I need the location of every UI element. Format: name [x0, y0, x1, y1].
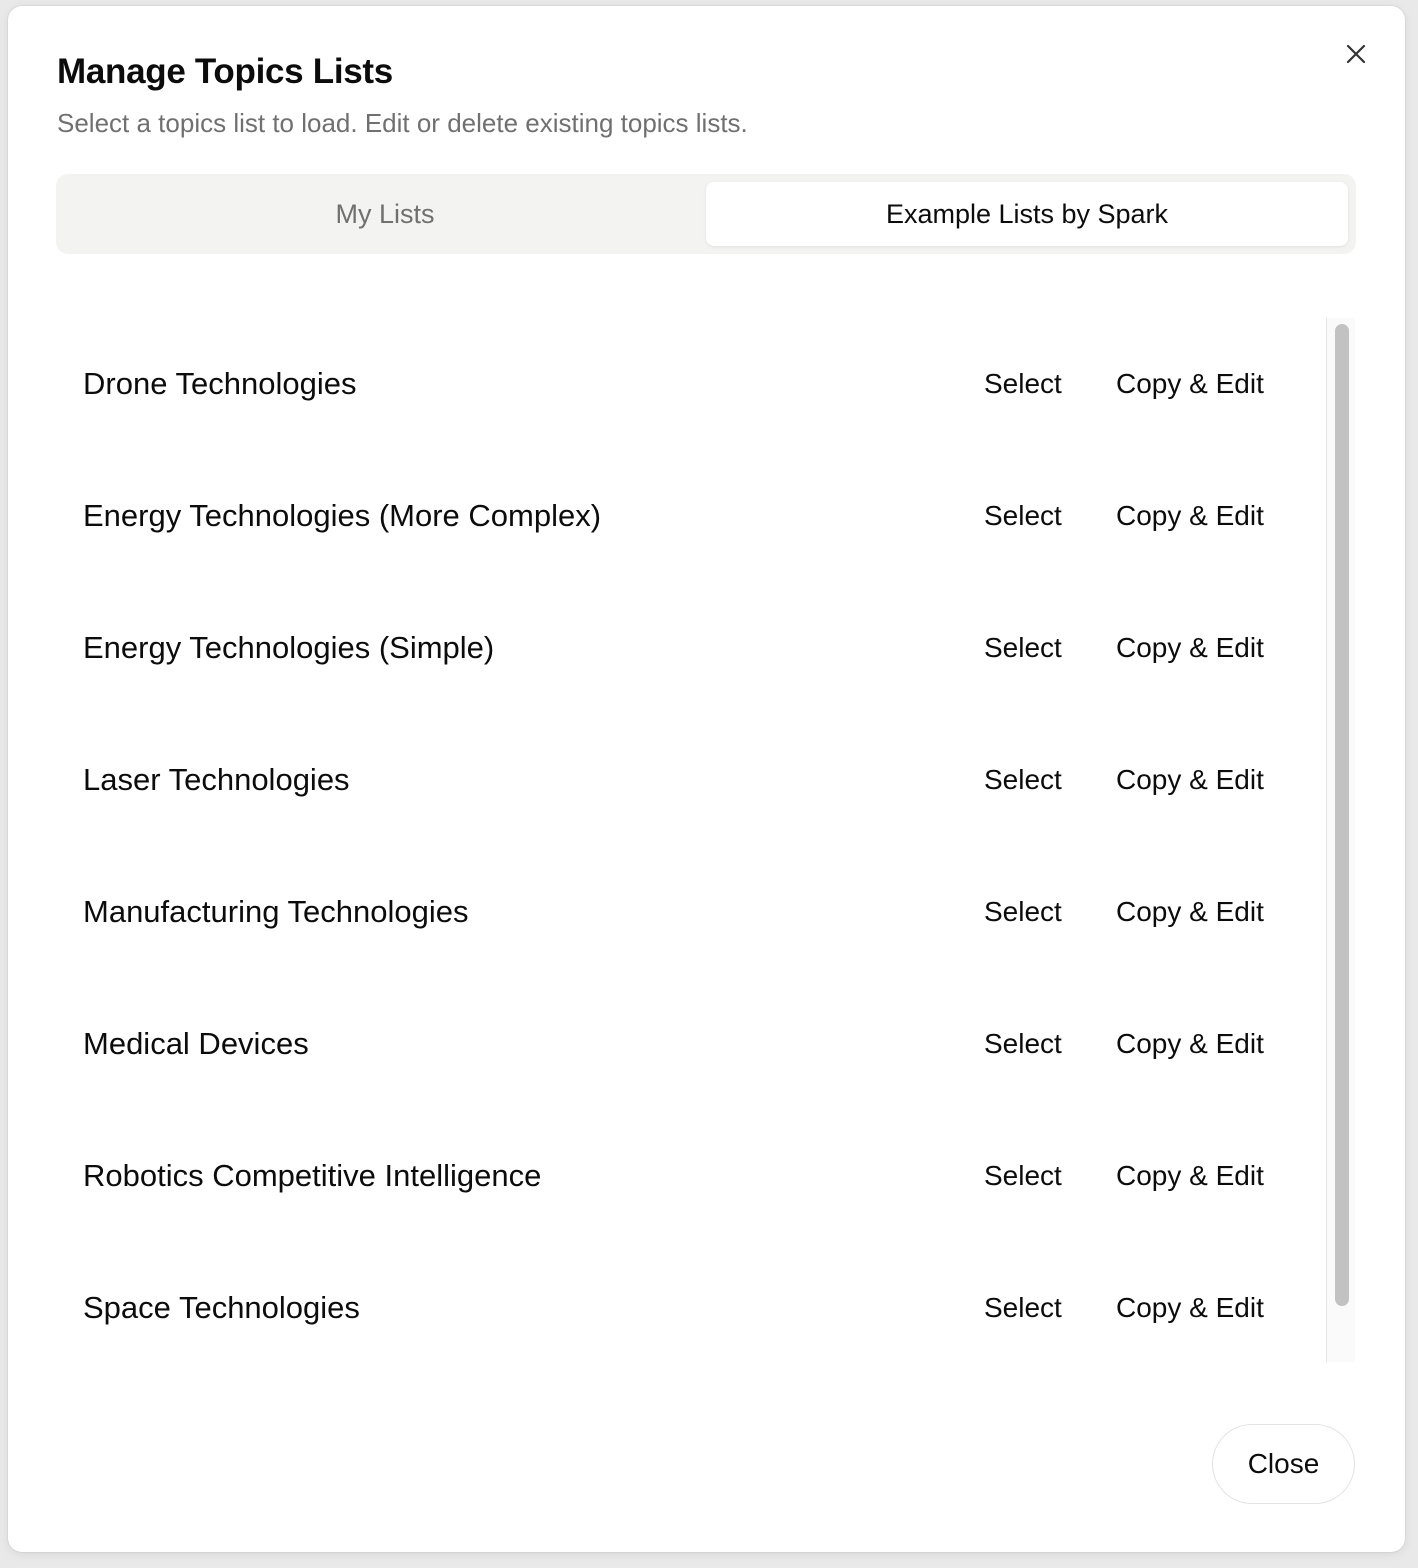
copy-edit-button[interactable]: Copy & Edit: [1116, 1292, 1264, 1323]
copy-edit-button[interactable]: Copy & Edit: [1116, 1160, 1264, 1191]
dialog-subtitle: Select a topics list to load. Edit or delete existing topics lists.: [57, 108, 748, 138]
select-button[interactable]: Select: [984, 764, 1062, 795]
copy-edit-button[interactable]: Copy & Edit: [1116, 500, 1264, 531]
dialog-title: Manage Topics Lists: [57, 52, 393, 91]
list-item: [56, 846, 1326, 978]
list-item: [56, 450, 1326, 582]
copy-edit-button[interactable]: Copy & Edit: [1116, 368, 1264, 399]
list-item: [56, 582, 1326, 714]
copy-edit-button[interactable]: Copy & Edit: [1116, 896, 1264, 927]
list-item-name: Manufacturing Technologies: [83, 894, 469, 929]
select-button[interactable]: Select: [984, 1028, 1062, 1059]
select-button[interactable]: Select: [984, 1292, 1062, 1323]
select-button[interactable]: Select: [984, 896, 1062, 927]
close-button[interactable]: Close: [1212, 1424, 1355, 1504]
list-item-name: Energy Technologies (More Complex): [83, 498, 602, 533]
list-item-name: Energy Technologies (Simple): [83, 630, 495, 665]
close-icon[interactable]: [1342, 40, 1370, 68]
copy-edit-button[interactable]: Copy & Edit: [1116, 764, 1264, 795]
copy-edit-button[interactable]: Copy & Edit: [1116, 1028, 1264, 1059]
list-item: [56, 1242, 1326, 1362]
topics-list[interactable]: [56, 318, 1356, 1362]
scrollbar-thumb[interactable]: [1335, 324, 1349, 1306]
list-item: [56, 318, 1326, 450]
tab-example-lists[interactable]: Example Lists by Spark: [706, 182, 1348, 246]
select-button[interactable]: Select: [984, 500, 1062, 531]
list-item: [56, 714, 1326, 846]
tab-my-lists[interactable]: My Lists: [335, 198, 435, 229]
manage-topics-dialog: [8, 6, 1405, 1552]
list-item-name: Laser Technologies: [83, 762, 350, 797]
select-button[interactable]: Select: [984, 368, 1062, 399]
select-button[interactable]: Select: [984, 1160, 1062, 1191]
copy-edit-button[interactable]: Copy & Edit: [1116, 632, 1264, 663]
list-item-name: Robotics Competitive Intelligence: [83, 1158, 542, 1193]
list-item-name: Space Technologies: [83, 1290, 360, 1325]
list-item-name: Drone Technologies: [83, 366, 357, 401]
select-button[interactable]: Select: [984, 632, 1062, 663]
tab-bar: [56, 174, 1356, 254]
list-item: [56, 978, 1326, 1110]
list-item-name: Medical Devices: [83, 1026, 309, 1061]
scrollbar[interactable]: [1326, 318, 1355, 1362]
list-item: [56, 1110, 1326, 1242]
